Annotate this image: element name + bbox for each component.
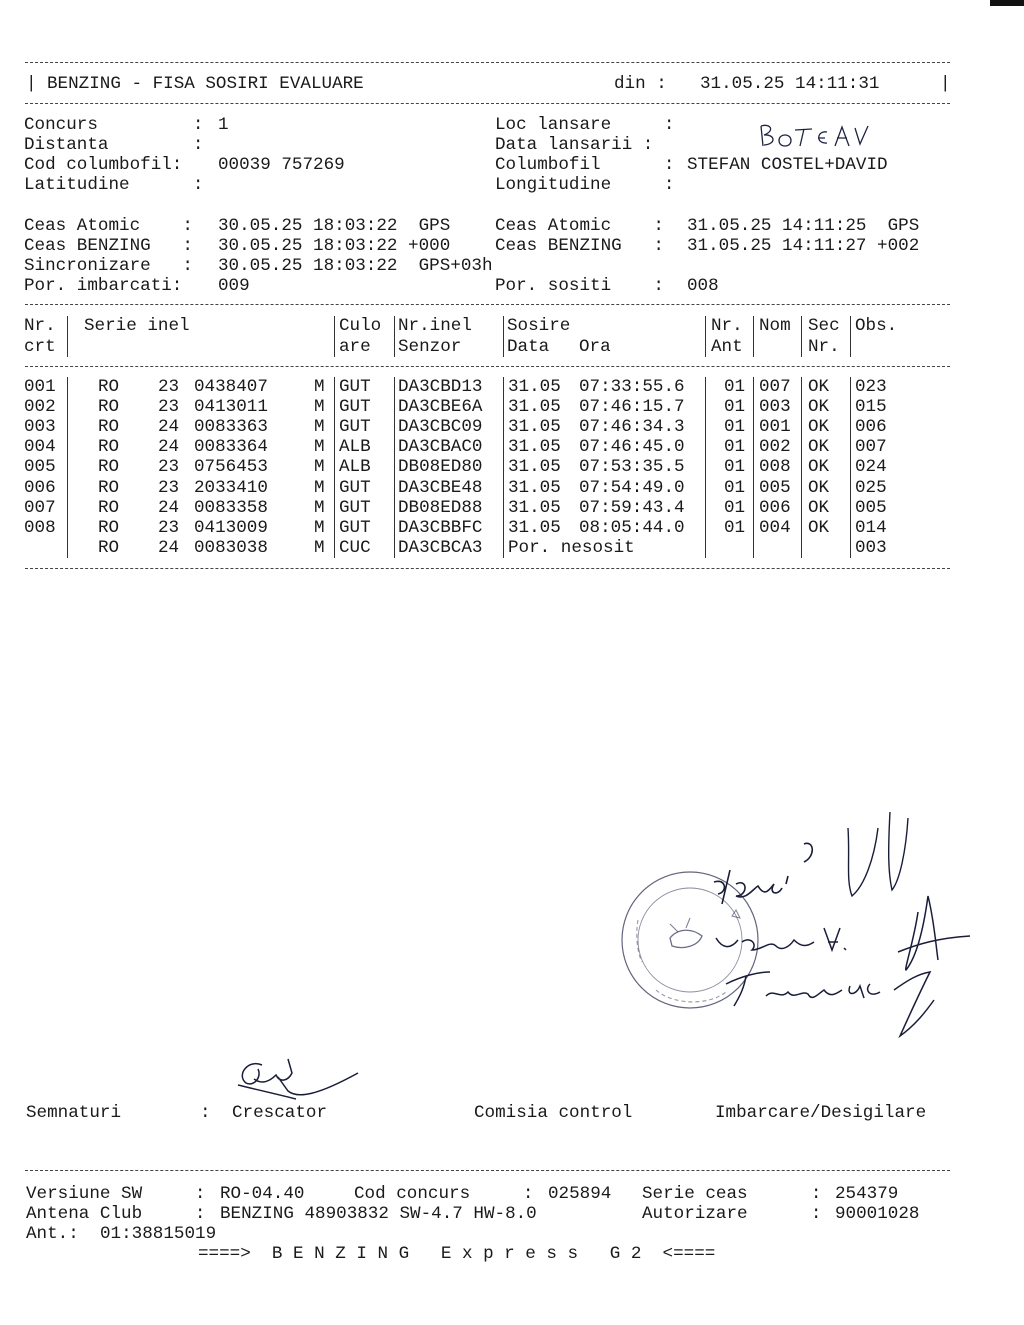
loc-lansare-label: Loc lansare : [495, 115, 675, 135]
cell-tara: RO [98, 497, 120, 518]
cell-status: Por. nesosit [508, 538, 635, 558]
col-culoare-header: Culo [339, 316, 382, 336]
col-senzor-header: Nr.inel [398, 316, 472, 336]
table-row [24, 417, 954, 437]
ceas-benzing-start-label: Ceas BENZING : [24, 236, 193, 256]
cell-an: 23 [158, 477, 180, 498]
cell-ant: 01 [724, 417, 746, 438]
col-sosire-header: Sosire [507, 316, 571, 336]
page-title: BENZING - FISA SOSIRI EVALUARE [47, 74, 364, 94]
column-rule [394, 316, 395, 357]
divider [25, 103, 950, 104]
table-header-row-1 [24, 316, 954, 336]
table-row [24, 498, 954, 518]
cell-an: 24 [158, 538, 180, 558]
semnaturi-label: Semnaturi [26, 1103, 122, 1123]
concurs-label: Concurs : [24, 115, 204, 135]
cell-ora: 07:54:49.0 [579, 477, 685, 498]
cell-sec: OK [808, 517, 830, 538]
column-rule [67, 316, 68, 357]
cell-obs: 025 [855, 477, 887, 498]
ceas-atomic-end-label: Ceas Atomic : [495, 216, 664, 236]
semnaturi-colon: : [200, 1103, 211, 1123]
divider [25, 568, 950, 569]
cod-concurs-value: 025894 [548, 1184, 612, 1204]
cell-sex: M [314, 517, 325, 538]
column-rule [753, 377, 754, 558]
versiune-sw-value: RO-04.40 [220, 1184, 305, 1204]
cell-inel: 0438407 [194, 377, 268, 397]
cell-data: 31.05 [508, 437, 561, 458]
cell-inel: 0413011 [194, 397, 268, 418]
footer-banner: ====> B E N Z I N G E x p r e s s G 2 <==== [198, 1244, 716, 1264]
cell-culoare: GUT [339, 417, 371, 438]
cell-data: 31.05 [508, 477, 561, 498]
cell-ora: 07:33:55.6 [579, 377, 685, 397]
columbofil-value: STEFAN COSTEL+DAVID [687, 155, 888, 175]
cell-nom: 001 [759, 417, 791, 438]
cell-ant: 01 [724, 377, 746, 397]
cell-senzor: DA3CBBFC [398, 517, 483, 538]
cell-sec: OK [808, 477, 830, 498]
cell-nr: 008 [24, 517, 56, 538]
columbofil-label: Columbofil : [495, 155, 675, 175]
ceas-atomic-start-value: 30.05.25 18:03:22 GPS [218, 216, 451, 236]
cell-ora: 07:46:45.0 [579, 437, 685, 458]
cell-sex: M [314, 457, 325, 478]
cell-sex: M [314, 477, 325, 498]
divider [25, 62, 950, 63]
sincronizare-label: Sincronizare : [24, 256, 193, 276]
col-data-header: Data [507, 337, 550, 357]
table-row [24, 377, 954, 397]
cod-columbofil-label: Cod columbofil: [24, 155, 183, 175]
cell-ora: 07:46:15.7 [579, 397, 685, 418]
concurs-value: 1 [218, 115, 229, 135]
cell-tara: RO [98, 417, 120, 438]
cell-ora: 07:46:34.3 [579, 417, 685, 438]
column-rule [503, 316, 504, 357]
cell-nr: 005 [24, 457, 56, 478]
cell-data: 31.05 [508, 417, 561, 438]
header-right-bar: | [940, 74, 951, 94]
cell-senzor: DA3CBE6A [398, 397, 483, 418]
distanta-label: Distanta : [24, 135, 204, 155]
col-nr-header: Nr. [24, 316, 56, 336]
longitudine-label: Longitudine : [495, 175, 675, 195]
cell-nr: 004 [24, 437, 56, 458]
cell-data: 31.05 [508, 457, 561, 478]
por-imbarcati-value: 009 [218, 276, 250, 296]
cell-ora: 08:05:44.0 [579, 517, 685, 538]
scan-edge-mark [990, 0, 1024, 6]
por-imbarcati-label: Por. imbarcati: [24, 276, 183, 296]
column-rule [705, 316, 706, 357]
ceas-atomic-start-label: Ceas Atomic : [24, 216, 193, 236]
cell-nr: 003 [24, 417, 56, 438]
col-nom-header: Nom [759, 316, 791, 336]
cell-inel: 0756453 [194, 457, 268, 478]
cell-nom: 006 [759, 497, 791, 518]
table-row [24, 397, 954, 417]
cell-data: 31.05 [508, 497, 561, 518]
column-rule [503, 377, 504, 558]
cell-ant: 01 [724, 497, 746, 518]
cell-sec: OK [808, 437, 830, 458]
cell-nom: 003 [759, 397, 791, 418]
comisia-control-label: Comisia control [474, 1103, 633, 1123]
cell-nr: 006 [24, 477, 56, 498]
cell-data: 31.05 [508, 517, 561, 538]
imbarcare-label: Imbarcare/Desigilare [715, 1103, 927, 1123]
cell-ant: 01 [724, 437, 746, 458]
cell-senzor: DA3CBE48 [398, 477, 483, 498]
table-row [24, 437, 954, 457]
cell-senzor: DA3CBD13 [398, 377, 483, 397]
cell-sex: M [314, 397, 325, 418]
cell-an: 24 [158, 497, 180, 518]
ceas-benzing-end-label: Ceas BENZING : [495, 236, 664, 256]
cell-culoare: GUT [339, 397, 371, 418]
cell-inel: 2033410 [194, 477, 268, 498]
cell-inel: 0083038 [194, 538, 268, 558]
data-lansarii-label: Data lansarii : [495, 135, 654, 155]
cell-nr: 001 [24, 377, 56, 397]
cell-an: 24 [158, 417, 180, 438]
cell-senzor: DA3CBAC0 [398, 437, 483, 458]
versiune-sw-label: Versiune SW : [26, 1184, 206, 1204]
cell-sex: M [314, 538, 325, 558]
cell-tara: RO [98, 377, 120, 397]
cell-ant: 01 [724, 477, 746, 498]
cell-obs: 015 [855, 397, 887, 418]
cell-an: 23 [158, 457, 180, 478]
autorizare-value: 90001028 [835, 1204, 920, 1224]
col-culoare-header-2: are [339, 337, 371, 357]
cell-an: 23 [158, 517, 180, 538]
column-rule [705, 377, 706, 558]
cell-obs: 014 [855, 517, 887, 538]
cell-tara: RO [98, 437, 120, 458]
column-rule [753, 316, 754, 357]
autorizare-label: Autorizare : [642, 1204, 822, 1224]
column-rule [850, 316, 851, 357]
cell-culoare: GUT [339, 497, 371, 518]
cell-obs: 024 [855, 457, 887, 478]
header-left-bar: | [26, 74, 37, 94]
cell-sex: M [314, 377, 325, 397]
antena-club-value: BENZING 48903832 SW-4.7 HW-8.0 [220, 1204, 537, 1224]
cell-ora: 07:53:35.5 [579, 457, 685, 478]
cell-ant: 01 [724, 517, 746, 538]
cell-obs: 007 [855, 437, 887, 458]
col-nr-header-2: crt [24, 337, 56, 357]
cell-nom: 008 [759, 457, 791, 478]
col-ant-header-2: Ant [711, 337, 743, 357]
cell-culoare: GUT [339, 517, 371, 538]
cell-tara: RO [98, 397, 120, 418]
table-header-row-2 [24, 337, 954, 357]
antena-club-label: Antena Club : [26, 1204, 206, 1224]
cell-an: 24 [158, 437, 180, 458]
table-row [24, 457, 954, 477]
col-serie-header: Serie inel [84, 316, 190, 336]
por-sositi-value: 008 [687, 276, 719, 296]
handwritten-loc-lansare [755, 118, 880, 154]
col-ant-header: Nr. [711, 316, 743, 336]
col-ora-header: Ora [579, 337, 611, 357]
cell-culoare: CUC [339, 538, 371, 558]
cell-culoare: GUT [339, 477, 371, 498]
cell-nom: 007 [759, 377, 791, 397]
cell-inel: 0083363 [194, 417, 268, 438]
ceas-benzing-start-value: 30.05.25 18:03:22 +000 [218, 236, 451, 256]
cell-nr: 002 [24, 397, 56, 418]
cell-sex: M [314, 497, 325, 518]
cell-obs: 023 [855, 377, 887, 397]
cell-inel: 0083358 [194, 497, 268, 518]
cell-obs: 003 [855, 538, 887, 558]
cell-tara: RO [98, 517, 120, 538]
ant-label: Ant.: [26, 1224, 79, 1244]
cell-nom: 004 [759, 517, 791, 538]
table-row [24, 478, 954, 498]
cell-ant: 01 [724, 457, 746, 478]
cell-sex: M [314, 437, 325, 458]
column-rule [67, 377, 68, 558]
divider [25, 1170, 950, 1171]
column-rule [334, 316, 335, 357]
cell-obs: 005 [855, 497, 887, 518]
cell-sec: OK [808, 417, 830, 438]
divider [25, 304, 950, 305]
serie-ceas-label: Serie ceas : [642, 1184, 822, 1204]
por-sositi-label: Por. sositi : [495, 276, 664, 296]
cell-senzor: DA3CBC09 [398, 417, 483, 438]
serie-ceas-value: 254379 [835, 1184, 899, 1204]
cell-senzor: DA3CBCA3 [398, 538, 483, 558]
cell-tara: RO [98, 538, 120, 558]
column-rule [801, 316, 802, 357]
cell-inel: 0083364 [194, 437, 268, 458]
cell-inel: 0413009 [194, 517, 268, 538]
cell-sec: OK [808, 397, 830, 418]
ant-value: 01:38815019 [100, 1224, 217, 1244]
ceas-atomic-end-value: 31.05.25 14:11:25 GPS [687, 216, 920, 236]
column-rule [801, 377, 802, 558]
cell-nom: 005 [759, 477, 791, 498]
col-sec-header-2: Nr. [808, 337, 840, 357]
cell-tara: RO [98, 477, 120, 498]
cell-nom: 002 [759, 437, 791, 458]
cell-data: 31.05 [508, 377, 561, 397]
cell-an: 23 [158, 377, 180, 397]
cell-obs: 006 [855, 417, 887, 438]
cell-senzor: DB08ED88 [398, 497, 483, 518]
col-senzor-header-2: Senzor [398, 337, 462, 357]
cell-culoare: ALB [339, 437, 371, 458]
report-datetime: 31.05.25 14:11:31 [700, 74, 880, 94]
column-rule [394, 377, 395, 558]
club-stamp-and-signatures [618, 800, 978, 1055]
column-rule [334, 377, 335, 558]
column-rule [850, 377, 851, 558]
col-sec-header: Sec [808, 316, 840, 336]
cell-culoare: GUT [339, 377, 371, 397]
cod-columbofil-value: 00039 757269 [218, 155, 345, 175]
cell-an: 23 [158, 397, 180, 418]
ceas-benzing-end-value: 31.05.25 14:11:27 +002 [687, 236, 920, 256]
cell-nr: 007 [24, 497, 56, 518]
cell-ant: 01 [724, 397, 746, 418]
crescator-label: Crescator [232, 1103, 328, 1123]
cell-sec: OK [808, 497, 830, 518]
cell-ora: 07:59:43.4 [579, 497, 685, 518]
table-row-missing [24, 538, 954, 558]
cell-tara: RO [98, 457, 120, 478]
cell-sec: OK [808, 377, 830, 397]
table-row [24, 518, 954, 538]
cell-sec: OK [808, 457, 830, 478]
cell-senzor: DB08ED80 [398, 457, 483, 478]
cell-culoare: ALB [339, 457, 371, 478]
din-label: din : [614, 74, 667, 94]
sincronizare-value: 30.05.25 18:03:22 GPS+03h [218, 256, 493, 276]
divider [25, 366, 950, 367]
cell-sex: M [314, 417, 325, 438]
cod-concurs-label: Cod concurs : [354, 1184, 534, 1204]
col-obs-header: Obs. [855, 316, 898, 336]
latitudine-label: Latitudine : [24, 175, 204, 195]
cell-data: 31.05 [508, 397, 561, 418]
